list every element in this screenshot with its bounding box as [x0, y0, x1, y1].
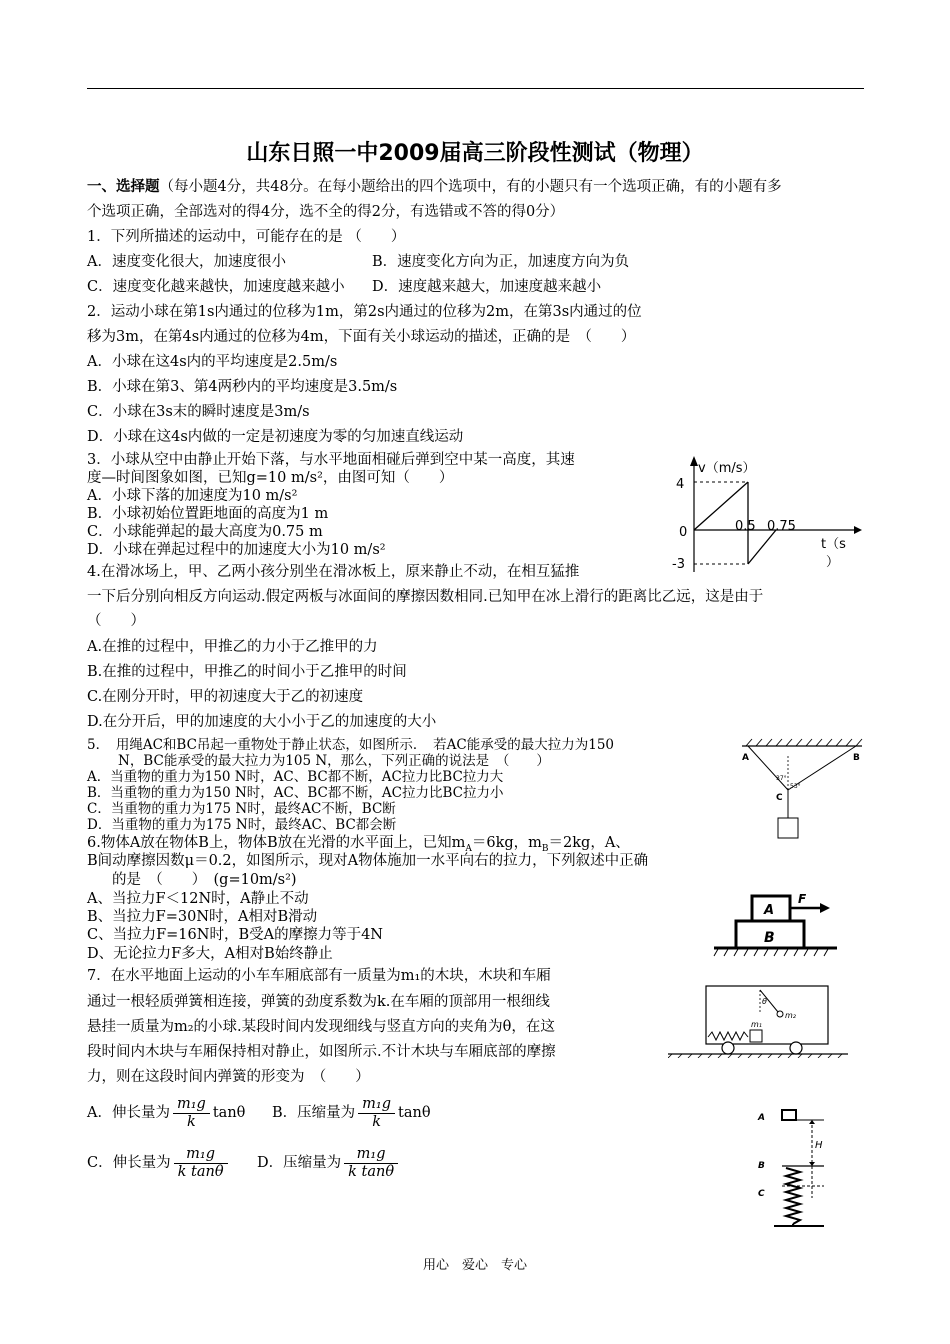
q4-option-c: C.在刚分开时，甲的初速度大于乙的初速度 — [87, 689, 364, 705]
q4-stem-2: 一下后分别向相反方向运动.假定两板与冰面间的摩擦因数相同.已知甲在冰上滑行的距离比乙远，这是由于 — [87, 589, 764, 605]
q5-option-c: C．当重物的重力为175 N时，最终AC不断，BC断 — [87, 801, 396, 817]
q2-stem-1: 2．运动小球在第1s内通过的位移为1m，第2s内通过的位移为2m，在第3s内通过的位 — [87, 304, 642, 320]
q7-fig-m2: m₂ — [785, 1011, 796, 1020]
q5-fig-label-a: A — [742, 753, 749, 763]
fraction-m1g-over-k: $\frac{\text{m₁g}}{k}$ — [173, 1096, 210, 1131]
q2-option-a: A．小球在这4s内的平均速度是2.5m/s — [87, 354, 338, 370]
q2-option-c: C．小球在3s末的瞬时速度是3m/s — [87, 404, 310, 420]
q6-option-c: C、当拉力F=16N时，B受A的摩擦力等于4N — [87, 927, 383, 943]
page-footer: 用心 爱心 专心 — [422, 1258, 527, 1273]
graph-tick-05: 0.5 — [735, 519, 756, 534]
q7-option-b: B．压缩量为 $\frac{\text{m₁g}}{k}$ tanθ — [272, 1095, 431, 1130]
q1-option-a: A．速度变化很大，加速度很小 — [87, 254, 286, 270]
q1-option-b: B．速度变化方向为正，加速度方向为负 — [372, 254, 630, 270]
section-intro-line-2: 个选项正确，全部选对的得4分，选不全的得2分，有选错或不答的得0分） — [87, 204, 565, 220]
q3-vt-graph — [664, 452, 874, 582]
graph-tick-minus3: -3 — [672, 557, 685, 572]
q4-stem-3: （ ） — [87, 613, 145, 629]
q3-option-c: C．小球能弹起的最大高度为0.75 m — [87, 524, 323, 540]
q3-option-a: A．小球下落的加速度为10 m/s² — [87, 488, 298, 504]
graph-x-label: t（s — [821, 537, 846, 552]
q2-option-d: D．小球在这4s内做的一定是初速度为零的匀加速直线运动 — [87, 429, 464, 445]
fraction-m1g-over-ktan: $\frac{\text{m₁g}}{\text{k tanθ}}$ — [174, 1146, 228, 1181]
section-intro-line-1: 一、选择题（每小题4分，共48分。在每小题给出的四个选项中，有的小题只有一个选项正确，有的小题有多 — [87, 179, 782, 195]
top-rule — [87, 88, 864, 89]
q7-stem-5: 力，则在这段时间内弹簧的形变为 （ ） — [87, 1069, 370, 1085]
q7-stem-2: 通过一根轻质弹簧相连接，弹簧的劲度系数为k.在车厢的顶部用一根细线 — [87, 994, 550, 1010]
fraction-m1g-over-ktan: $\frac{\text{m₁g}}{\text{k tanθ}}$ — [344, 1146, 398, 1181]
wheel-right — [790, 1042, 802, 1054]
q7-stem-1: 7．在水平地面上运动的小车车厢底部有一质量为m₁的木块，木块和车厢 — [87, 968, 551, 984]
q1-option-d: D．速度越来越大，加速度越来越小 — [372, 279, 602, 295]
q5-fig-label-c: C — [776, 793, 783, 803]
q5-stem-2: N，BC能承受的最大拉力为105 N，那么，下列正确的说法是 （ ） — [118, 753, 550, 769]
q7-stem-3: 悬挂一质量为m₂的小球.某段时间内发现细线与竖直方向的夹角为θ，在这 — [87, 1019, 555, 1035]
q6-stem-1: 6.物体A放在物体B上，物体B放在光滑的水平面上，已知$m_A=6kg$，$m_B=2kg$，A、 — [87, 835, 630, 854]
section-heading: 一、选择题 — [87, 179, 160, 195]
q5-option-b: B．当重物的重力为150 N时，AC、BC都不断，AC拉力比BC拉力小 — [87, 785, 504, 801]
q5-fig-angle-37: 37° — [776, 775, 787, 782]
q3-stem-2: 度—时间图象如图，已知g=10 m/s²，由图可知（ ） — [87, 470, 454, 486]
q8-fig-label-a: A — [758, 1113, 765, 1123]
q6-option-a: A、当拉力F＜12N时，A静止不动 — [87, 891, 309, 907]
graph-tick-4: 4 — [676, 477, 685, 492]
q5-stem-1: 5． 用绳AC和BC吊起一重物处于静止状态，如图所示． 若AC能承受的最大拉力为150 — [87, 737, 615, 753]
q3-option-d: D．小球在弹起过程中的加速度大小为10 m/s² — [87, 542, 386, 558]
q4-stem-1: 4.在滑冰场上，甲、乙两小孩分别坐在滑冰板上，原来静止不动，在相互猛推 — [87, 564, 580, 580]
q6-fig-label-a: A — [764, 903, 775, 918]
fraction-m1g-over-k: $\frac{\text{m₁g}}{k}$ — [358, 1096, 395, 1131]
q4-option-b: B.在推的过程中，甲推乙的时间小于乙推甲的时间 — [87, 664, 407, 680]
q5-rope-figure — [738, 736, 868, 846]
q7-option-d: D．压缩量为 $\frac{\text{m₁g}}{\text{k tanθ}}$ — [257, 1144, 401, 1182]
q7-cart-figure — [668, 982, 850, 1058]
q6-blocks-figure — [712, 888, 842, 960]
q7-stem-4: 段时间内木块与车厢保持相对静止，如图所示.不计木块与车厢底部的摩擦 — [87, 1044, 556, 1060]
q7-option-c: C．伸长量为 $\frac{\text{m₁g}}{\text{k tanθ}}$ — [87, 1144, 231, 1182]
q6-stem-3: 的是 （ ） (g=10m/s²) — [112, 872, 297, 888]
block-m1 — [750, 1030, 762, 1042]
graph-tick-0: 0 — [679, 525, 688, 540]
q6-fig-label-b: B — [764, 930, 775, 946]
graph-tick-075: 0.75 — [767, 519, 796, 534]
q7-fig-m1: m₁ — [751, 1020, 762, 1029]
graph-x-label-close: ） — [826, 555, 840, 570]
q2-stem-2: 移为3m，在第4s内通过的位移为4m，下面有关小球运动的描述，正确的是 （ ） — [87, 329, 636, 345]
q4-option-a: A.在推的过程中，甲推乙的力小于乙推甲的力 — [87, 639, 378, 655]
q8-fig-label-h: H — [815, 1140, 823, 1151]
page-title: 山东日照一中2009届高三阶段性测试（物理） — [246, 141, 704, 166]
q6-fig-label-f: F — [798, 892, 807, 906]
graph-rise-line — [748, 530, 776, 564]
q8-fig-label-c: C — [758, 1189, 765, 1199]
q1-stem: 1．下列所描述的运动中，可能存在的是 （ ） — [87, 229, 406, 245]
graph-y-label: v（m/s） — [698, 461, 756, 476]
q6-stem-2: B间动摩擦因数μ＝0.2，如图所示，现对A物体施加一水平向右的拉力，下列叙述中正确 — [87, 853, 649, 869]
q3-option-b: B．小球初始位置距地面的高度为1 m — [87, 506, 329, 522]
q2-option-b: B．小球在第3、第4两秒内的平均速度是3.5m/s — [87, 379, 398, 395]
force-arrow-icon — [820, 903, 830, 913]
ball-m2 — [777, 1011, 783, 1017]
q7-option-a: A．伸长量为 $\frac{\text{m₁g}}{k}$ tanθ — [87, 1095, 246, 1130]
q1-option-c: C．速度变化越来越快，加速度越来越小 — [87, 279, 345, 295]
q5-fig-label-b: B — [853, 753, 860, 763]
q8-fig-label-b: B — [758, 1161, 765, 1171]
q4-option-d: D.在分开后，甲的加速度的大小小于乙的加速度的大小 — [87, 714, 437, 730]
wheel-left — [722, 1042, 734, 1054]
q7-fig-theta: θ — [762, 997, 767, 1006]
q6-option-d: D、无论拉力F多大，A相对B始终静止 — [87, 946, 333, 962]
q5-option-d: D．当重物的重力为175 N时，最终AC、BC都会断 — [87, 817, 397, 833]
q6-option-b: B、当拉力F=30N时，A相对B滑动 — [87, 909, 318, 925]
q3-stem-1: 3．小球从空中由静止开始下落，与水平地面相碰后弹到空中某一高度，其速 — [87, 452, 575, 468]
q5-fig-angle-53: 53° — [790, 783, 801, 790]
q5-option-a: A．当重物的重力为150 N时，AC、BC都不断，AC拉力比BC拉力大 — [87, 769, 504, 785]
spring-drop-figure — [752, 1106, 842, 1234]
